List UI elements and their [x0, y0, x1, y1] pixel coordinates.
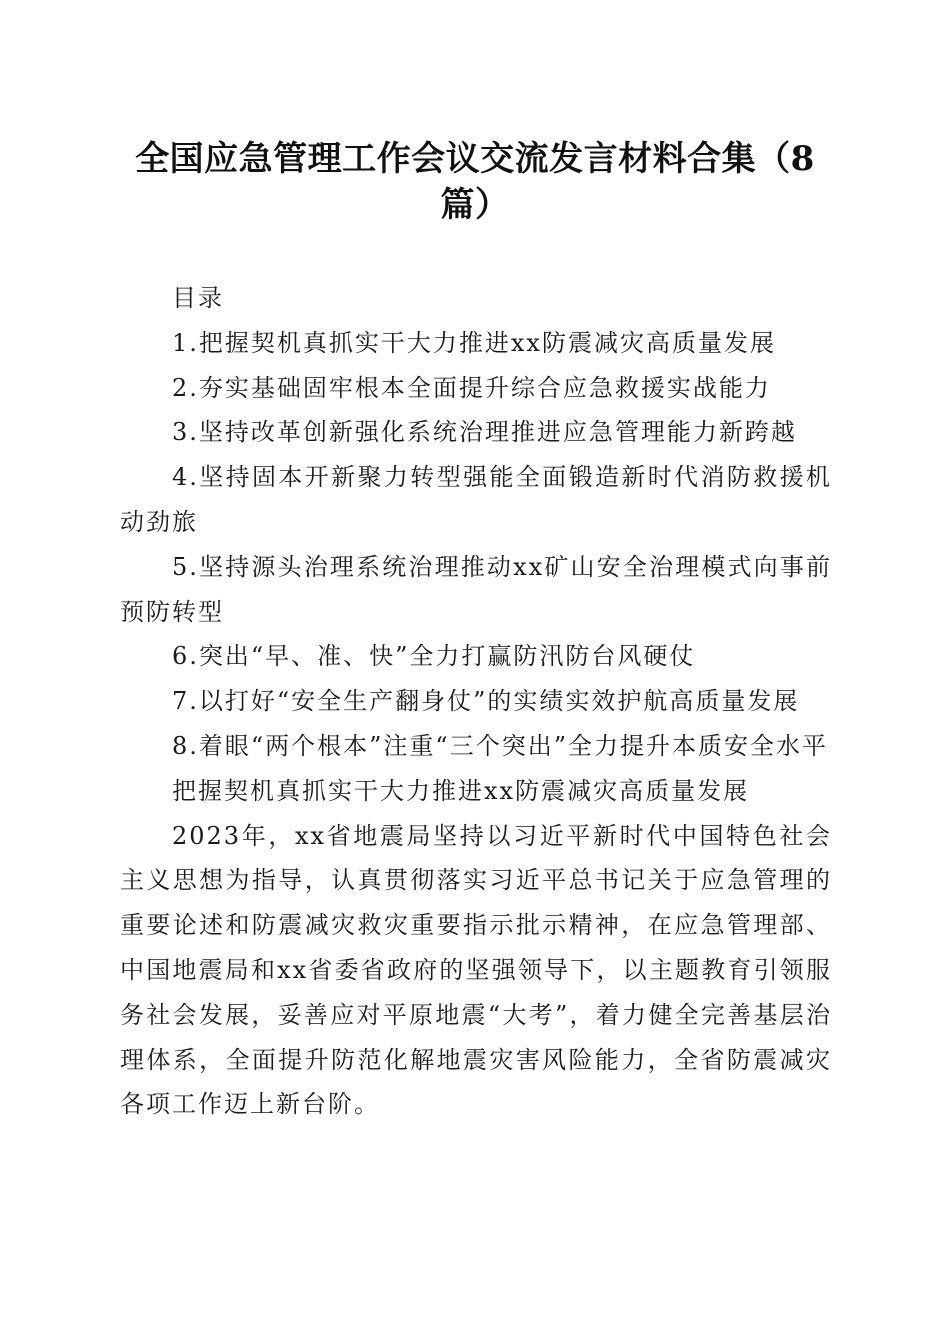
toc-item: 6.突出“早、准、快”全力打赢防汛防台风硬仗 — [172, 642, 696, 671]
toc-item: 8.着眼“两个根本”注重“三个突出”全力提升本质安全水平 — [172, 731, 828, 760]
toc-item: 2.夯实基础固牢根本全面提升综合应急救援实战能力 — [172, 373, 771, 402]
toc-item: 5.坚持源头治理系统治理推动xx矿山安全治理模式向事前预防转型 — [120, 552, 832, 626]
section-title: 把握契机真抓实干大力推进xx防震减灾高质量发展 — [172, 776, 750, 805]
toc-item: 1.把握契机真抓实干大力推进xx防震减灾高质量发展 — [172, 328, 776, 357]
document-title: 全国应急管理工作会议交流发言材料合集（8篇） — [135, 139, 815, 225]
body-paragraph: 2023年，xx省地震局坚持以习近平新时代中国特色社会主义思想为指导，认真贯彻落实习近平总书记关于应急管理的重要论述和防震减灾救灾重要指示批示精神，在应急管理部、中国地震局和xx省委省政府的坚强领导下，以主题教育引领服务社会发展，妥善应对平原地震“大考”，着力健全完善基层治理体系，全面提升防范化解地震灾害风险能力，全省防震减灾各项工作迈上新台阶。 — [120, 821, 832, 1119]
document-body — [120, 276, 832, 1127]
toc-item: 7.以打好“安全生产翻身仗”的实绩实效护航高质量发展 — [172, 687, 800, 716]
toc-item: 4.坚持固本开新聚力转型强能全面锻造新时代消防救援机动劲旅 — [120, 463, 832, 536]
toc-item: 3.坚持改革创新强化系统治理推进应急管理能力新跨越 — [172, 418, 797, 447]
toc-heading: 目录 — [172, 284, 224, 312]
